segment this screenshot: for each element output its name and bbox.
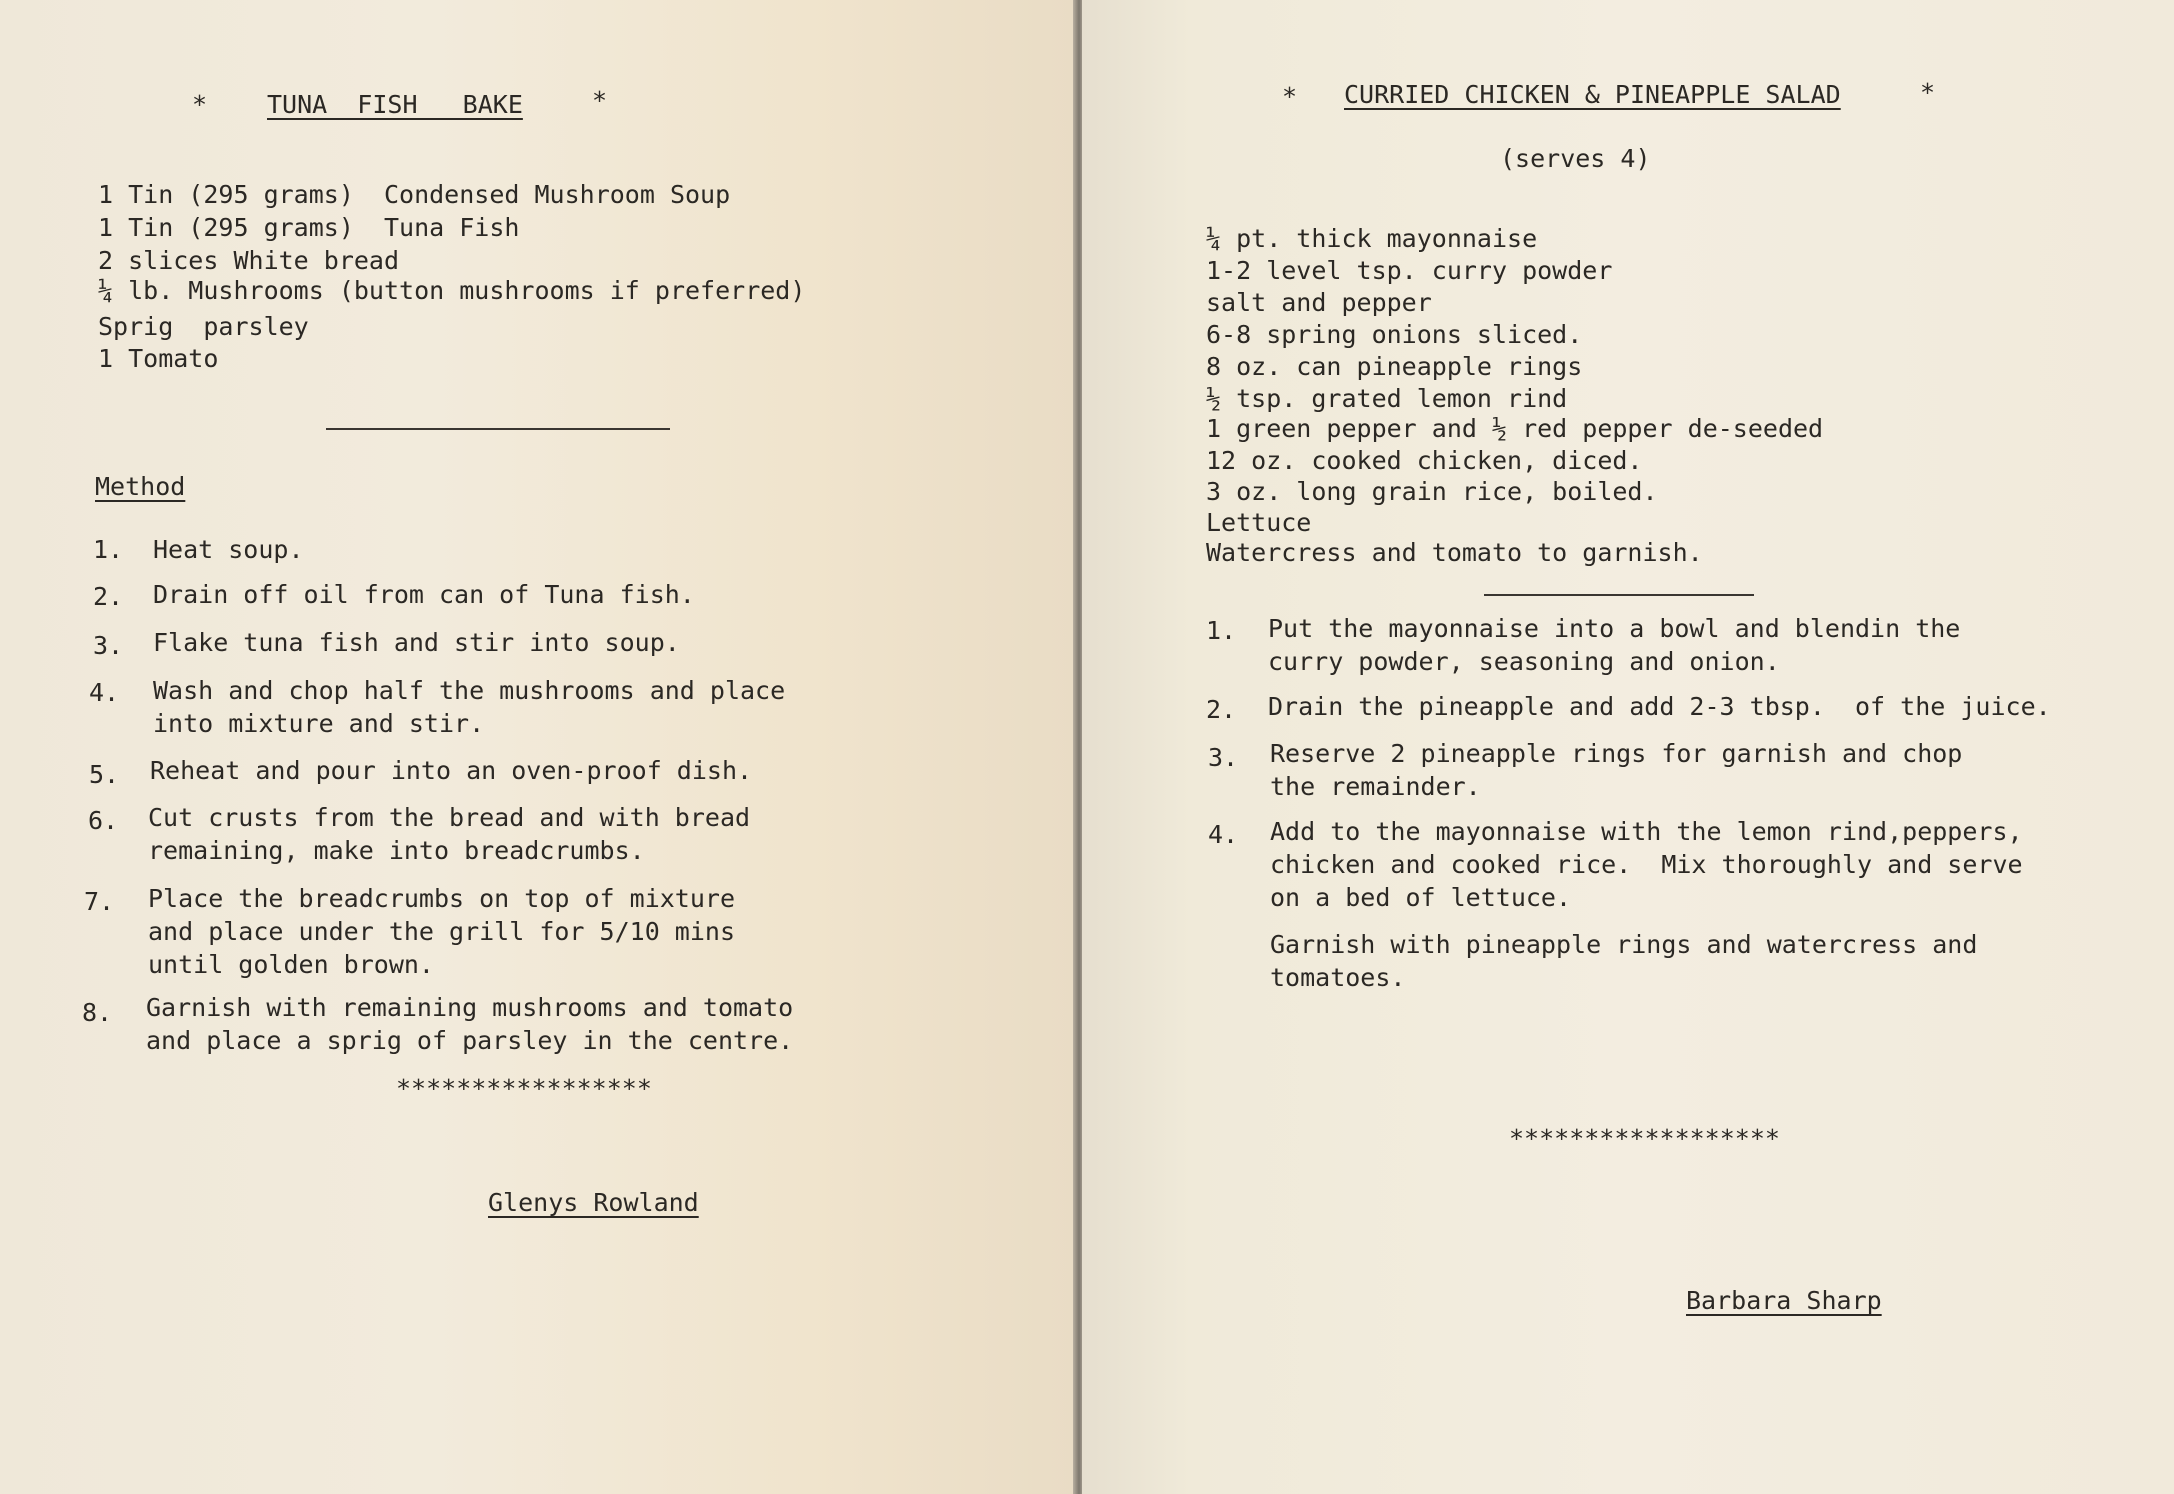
ingredient-line: 1 green pepper and ½ red pepper de-seeded (1206, 414, 1824, 443)
step-number: 3. (93, 631, 124, 660)
right-title-star-right: * (1920, 78, 1936, 107)
step-text: Drain the pineapple and add 2-3 tbsp. of the juice. (1268, 692, 2051, 721)
ingredient-line: 1-2 level tsp. curry powder (1206, 256, 1613, 285)
step-number: 5. (89, 760, 120, 789)
step-number: 7. (84, 887, 115, 916)
step-number: 6. (88, 806, 119, 835)
right-stars-separator: ****************** (1509, 1124, 1780, 1153)
left-divider (326, 428, 670, 430)
step-text: Heat soup. (153, 535, 304, 564)
step-text: Put the mayonnaise into a bowl and blendin the curry powder, seasoning and onion. (1268, 614, 1961, 676)
step-number: 3. (1208, 743, 1239, 772)
ingredient-line: salt and pepper (1206, 288, 1432, 317)
ingredient-line: 1 Tin (295 grams) Tuna Fish (98, 213, 520, 242)
left-title-star-left: * (192, 90, 208, 119)
step-text: Reserve 2 pineapple rings for garnish and chop the remainder. (1270, 739, 1963, 801)
ingredient-line: Sprig parsley (98, 312, 309, 341)
left-page (0, 0, 1076, 1494)
right-page (1082, 0, 2174, 1494)
ingredient-line: Watercress and tomato to garnish. (1206, 538, 1703, 567)
step-text: Place the breadcrumbs on top of mixture and place under the grill for 5/10 mins until golden brown. (148, 884, 735, 979)
garnish-note: Garnish with pineapple rings and watercress and tomatoes. (1270, 930, 1978, 992)
left-stars-separator: ***************** (396, 1074, 652, 1103)
ingredient-line: 12 oz. cooked chicken, diced. (1206, 446, 1643, 475)
method-heading: Method (95, 472, 186, 501)
ingredient-line: 1 Tomato (98, 344, 219, 373)
ingredient-line: ½ tsp. grated lemon rind (1206, 384, 1568, 413)
left-author-signature: Glenys Rowland (488, 1188, 699, 1217)
ingredient-line: 2 slices White bread (98, 246, 400, 275)
step-text: Garnish with remaining mushrooms and tomato and place a sprig of parsley in the centre. (146, 993, 794, 1055)
step-number: 1. (93, 535, 124, 564)
ingredient-line: 8 oz. can pineapple rings (1206, 352, 1583, 381)
step-number: 4. (89, 678, 120, 707)
step-text: Wash and chop half the mushrooms and place into mixture and stir. (153, 676, 786, 738)
step-text: Reheat and pour into an oven-proof dish. (150, 756, 753, 785)
step-text: Add to the mayonnaise with the lemon rind,peppers, chicken and cooked rice. Mix thoroughly and serve on a bed of lettuce. (1270, 817, 2023, 912)
left-title-star-right: * (592, 86, 608, 115)
step-number: 8. (82, 998, 113, 1027)
step-text: Flake tuna fish and stir into soup. (153, 628, 680, 657)
right-title-star-left: * (1282, 82, 1298, 111)
step-number: 2. (93, 582, 124, 611)
step-text: Cut crusts from the bread and with bread remaining, make into breadcrumbs. (148, 803, 751, 865)
step-number: 4. (1208, 820, 1239, 849)
right-recipe-title: CURRIED CHICKEN & PINEAPPLE SALAD (1344, 80, 1841, 109)
ingredient-line: ¼ pt. thick mayonnaise (1206, 224, 1538, 253)
step-number: 2. (1206, 695, 1237, 724)
ingredient-line: Lettuce (1206, 508, 1312, 537)
left-recipe-title: TUNA FISH BAKE (267, 90, 523, 119)
right-divider (1484, 594, 1754, 596)
ingredient-line: 3 oz. long grain rice, boiled. (1206, 477, 1658, 506)
ingredient-line: 1 Tin (295 grams) Condensed Mushroom Soup (98, 180, 731, 209)
right-author-signature: Barbara Sharp (1686, 1286, 1882, 1315)
serves-note: (serves 4) (1500, 144, 1651, 173)
ingredient-line: ¼ lb. Mushrooms (button mushrooms if preferred) (98, 276, 806, 305)
ingredient-line: 6-8 spring onions sliced. (1206, 320, 1583, 349)
step-number: 1. (1206, 616, 1237, 645)
step-text: Drain off oil from can of Tuna fish. (153, 580, 695, 609)
